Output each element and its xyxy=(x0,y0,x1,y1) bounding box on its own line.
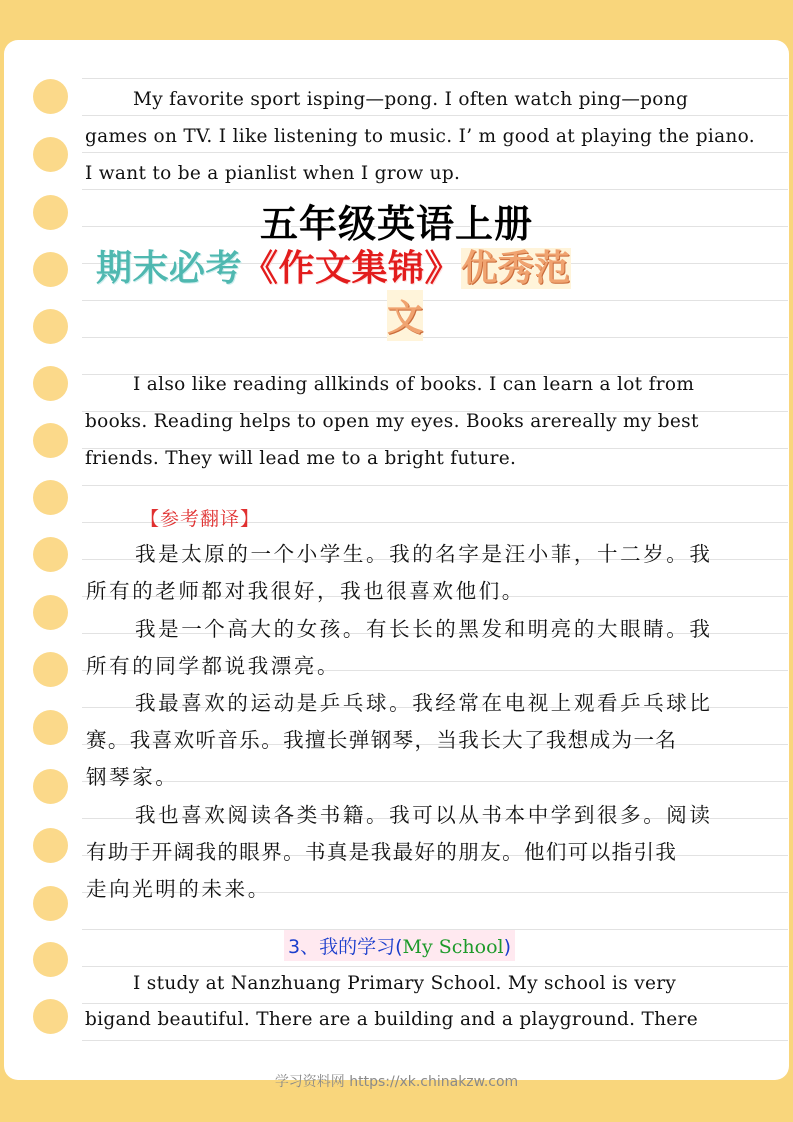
title-essay-collection: 《作文集锦》 xyxy=(242,248,462,289)
chinese-line-2: 所有的老师都对我很好，我也很喜欢他们。 xyxy=(86,579,525,603)
chinese-line-7: 钢琴家。 xyxy=(86,765,179,789)
chinese-line-3: 我是一个高大的女孩。有长长的黑发和明亮的大眼睛。我 xyxy=(135,617,713,641)
english-paragraph-2-line-1: I also like reading allkinds of books. I can learn a lot from xyxy=(133,374,695,395)
section-close-paren: ) xyxy=(503,936,512,958)
title-line-3: 文 xyxy=(387,290,423,341)
english-paragraph-2-line-2: books. Reading helps to open my eyes. Books arereally my best xyxy=(85,411,699,432)
title-final-exam: 期末必考 xyxy=(96,248,243,289)
english-paragraph-3-line-1: I study at Nanzhuang Primary School. My school is very xyxy=(133,973,677,994)
english-paragraph-1-line-1: My favorite sport isping—pong. I often watch ping—pong xyxy=(133,89,689,110)
title-grade-english: 五年级英语上册 xyxy=(259,202,533,246)
chinese-line-1: 我是太原的一个小学生。我的名字是汪小菲，十二岁。我 xyxy=(135,542,713,566)
section-number-title: 3、我的学习( xyxy=(288,936,403,958)
footer-watermark: 学习资料网 https://xk.chinakzw.com xyxy=(274,1074,519,1090)
section-heading-my-school xyxy=(284,930,515,961)
english-paragraph-3-line-2: bigand beautiful. There are a building and a playground. There xyxy=(85,1009,698,1030)
chinese-line-5: 我最喜欢的运动是乒乓球。我经常在电视上观看乒乓球比 xyxy=(135,691,713,715)
english-paragraph-1-line-2: games on TV. I like listening to music. I’ m good at playing the piano. xyxy=(85,126,755,147)
title-excellent-sample: 优秀范 xyxy=(461,248,571,289)
chinese-line-6: 赛。我喜欢听音乐。我擅长弹钢琴，当我长大了我想成为一名 xyxy=(86,728,678,752)
english-paragraph-1-line-3: I want to be a pianlist when I grow up. xyxy=(85,163,461,184)
chinese-line-10: 走向光明的未来。 xyxy=(86,877,271,901)
title-line-2 xyxy=(96,240,571,291)
chinese-line-4: 所有的同学都说我漂亮。 xyxy=(86,654,341,678)
english-paragraph-2-line-3: friends. They will lead me to a bright future. xyxy=(85,448,517,469)
translation-label: 【参考翻译】 xyxy=(140,508,261,530)
section-english-title: My School xyxy=(402,936,504,958)
chinese-line-9: 有助于开阔我的眼界。书真是我最好的朋友。他们可以指引我 xyxy=(86,840,678,864)
chinese-line-8: 我也喜欢阅读各类书籍。我可以从书本中学到很多。阅读 xyxy=(135,803,713,827)
